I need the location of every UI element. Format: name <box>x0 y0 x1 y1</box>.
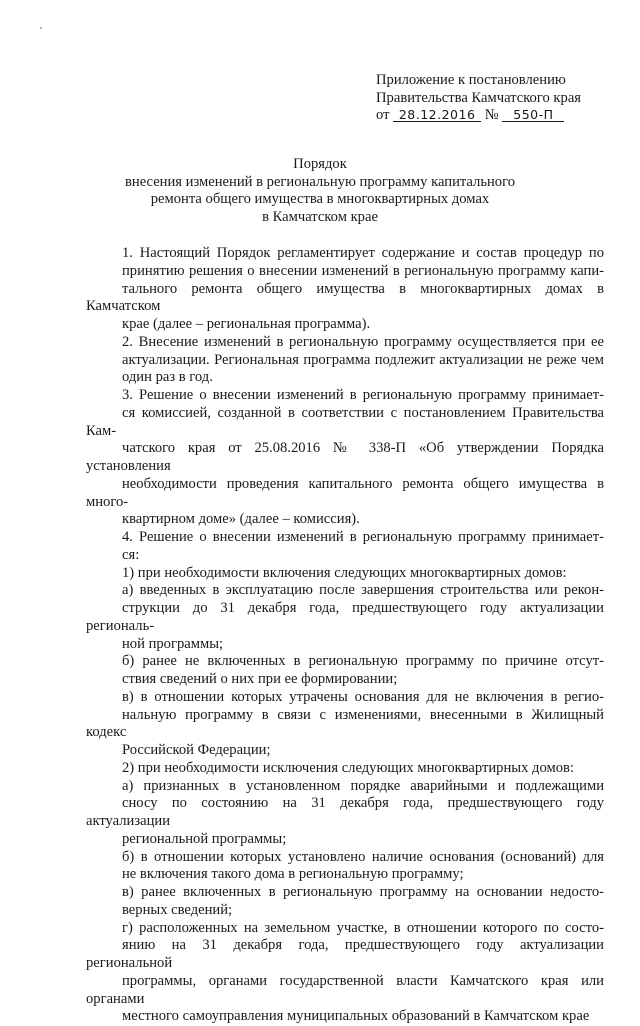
paragraph-line: а) признанных в установленном порядке аварийными и подлежащими <box>86 778 604 796</box>
paragraph <box>86 245 604 334</box>
paragraph-line: ся: <box>86 547 604 565</box>
paragraph-line: г) расположенных на земельном участке, в отношении которого по состо- <box>86 920 604 938</box>
title-line-3: ремонта общего имущества в многоквартирных домах <box>110 191 530 209</box>
appendix-line-1: Приложение к постановлению <box>376 72 626 90</box>
paragraph-line: сносу по состоянию на 31 декабря года, предшествующего году актуализации <box>86 795 604 831</box>
paragraph-line: верных сведений; <box>86 902 604 920</box>
handwritten-date: 28.12.2016 <box>393 108 481 122</box>
paragraph-line: квартирном доме» (далее – комиссия). <box>86 511 604 529</box>
paragraph-line: 1. Настоящий Порядок регламентирует содержание и состав процедур по <box>86 245 604 263</box>
paragraph <box>86 387 604 529</box>
paragraph-line: в) ранее включенных в региональную программу на основании недосто- <box>86 884 604 902</box>
paragraph-line: чатского края от 25.08.2016 № 338-П «Об утверждении Порядка установления <box>86 440 604 476</box>
paragraph-line: 4. Решение о внесении изменений в региональную программу принимает- <box>86 529 604 547</box>
title-line-2: внесения изменений в региональную программу капитального <box>110 174 530 192</box>
paragraph-line: крае (далее – региональная программа). <box>86 316 604 334</box>
paragraph-line: программы, органами государственной власти Камчатского края или органами <box>86 973 604 1009</box>
paragraph-line: в) в отношении которых утрачены основания для не включения в регио- <box>86 689 604 707</box>
paragraph-line: ной программы; <box>86 636 604 654</box>
document-body <box>86 245 604 1026</box>
paragraph <box>86 653 604 689</box>
paragraph-line: б) ранее не включенных в региональную программу по причине отсут- <box>86 653 604 671</box>
paragraph <box>86 778 604 849</box>
paragraph <box>86 884 604 920</box>
paragraph <box>86 582 604 653</box>
paragraph-line: ствия сведений о них при ее формировании; <box>86 671 604 689</box>
paragraph <box>86 334 604 387</box>
paragraph-line: б) в отношении которых установлено наличие основания (оснований) для <box>86 849 604 867</box>
paragraph-line: 2. Внесение изменений в региональную программу осуществляется при ее <box>86 334 604 352</box>
paragraph-line: один раз в год. <box>86 369 604 387</box>
paragraph-line: 2) при необходимости исключения следующих многоквартирных домов: <box>86 760 604 778</box>
paragraph-line: необходимости проведения капитального ремонта общего имущества в много- <box>86 476 604 512</box>
paragraph-line: Российской Федерации; <box>86 742 604 760</box>
appendix-header <box>376 72 626 125</box>
scan-speck <box>40 27 42 29</box>
handwritten-number: 550-П <box>502 108 564 122</box>
paragraph-line: струкции до 31 декабря года, предшествующего году актуализации региональ- <box>86 600 604 636</box>
paragraph-line: не включения такого дома в региональную программу; <box>86 866 604 884</box>
paragraph-line: тального ремонта общего имущества в многоквартирных домах в Камчатском <box>86 281 604 317</box>
paragraph-line: 1) при необходимости включения следующих многоквартирных домов: <box>86 565 604 583</box>
appendix-line-2: Правительства Камчатского края <box>376 90 626 108</box>
from-label: от <box>376 107 389 123</box>
paragraph-line: региональной программы; <box>86 831 604 849</box>
paragraph-line: местного самоуправления муниципальных образований в Камчатском крае <box>86 1008 604 1026</box>
paragraph <box>86 920 604 1026</box>
title-line-1: Порядок <box>110 156 530 174</box>
title-line-4: в Камчатском крае <box>110 209 530 227</box>
paragraph-line: ся комиссией, созданной в соответствии с постановлением Правительства Кам- <box>86 405 604 441</box>
paragraph-line: 3. Решение о внесении изменений в региональную программу принимает- <box>86 387 604 405</box>
paragraph <box>86 849 604 885</box>
paragraph <box>86 760 604 778</box>
paragraph <box>86 689 604 760</box>
paragraph <box>86 565 604 583</box>
paragraph-line: актуализации. Региональная программа подлежит актуализации не реже чем <box>86 352 604 370</box>
paragraph-line: а) введенных в эксплуатацию после завершения строительства или рекон- <box>86 582 604 600</box>
paragraph-line: янию на 31 декабря года, предшествующего году актуализации региональной <box>86 937 604 973</box>
number-label: № <box>485 107 499 123</box>
paragraph-line: нальную программу в связи с изменениями, внесенными в Жилищный кодекс <box>86 707 604 743</box>
appendix-date-line <box>376 107 626 125</box>
paragraph <box>86 529 604 565</box>
document-title <box>110 156 530 227</box>
paragraph-line: принятию решения о внесении изменений в региональную программу капи- <box>86 263 604 281</box>
